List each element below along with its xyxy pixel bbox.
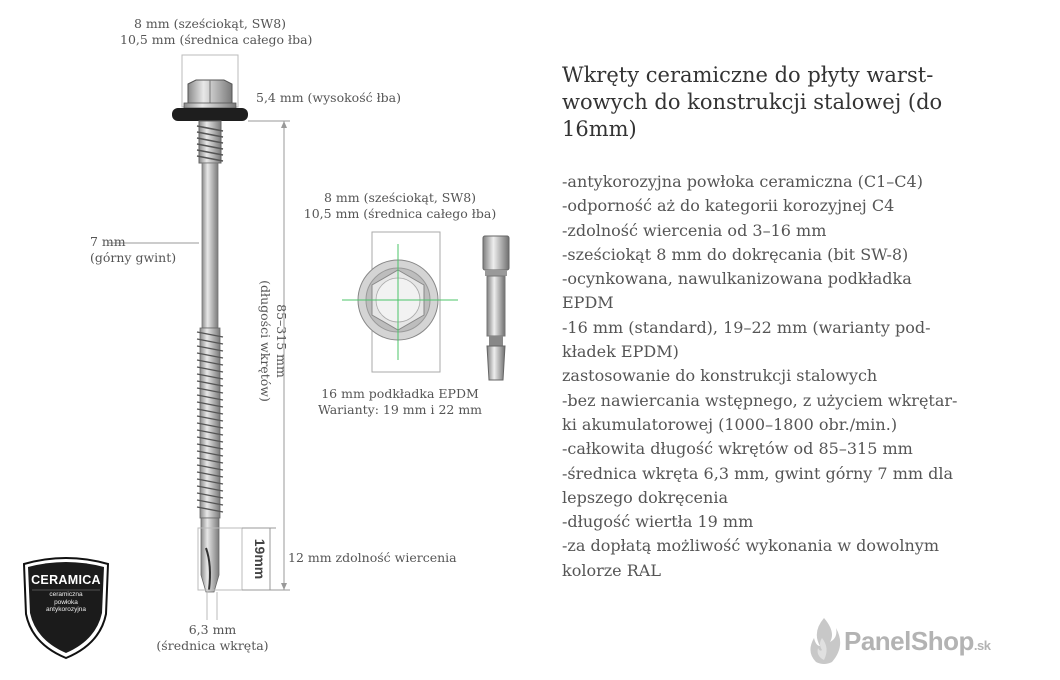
drill-length-label: 19mm — [252, 538, 268, 580]
badge-title: CERAMICA — [31, 573, 101, 587]
feature-line: -antykorozyjna powłoka ceramiczna (C1–C4) — [562, 172, 923, 191]
feature-line: -odporność aż do kategorii korozyjnej C4 — [562, 196, 895, 216]
badge-sub-2: powłoka — [54, 598, 78, 606]
head-hex-text: 8 mm (sześciokąt, SW8) — [133, 16, 287, 31]
hex-bit-image — [472, 232, 522, 392]
top-view-diameter-text: 10,5 mm (średnica całego łba) — [303, 206, 497, 221]
top-view-hex-text: 8 mm (sześciokąt, SW8) — [323, 190, 477, 205]
feature-list — [562, 170, 1042, 583]
length-range: 85–315 mm — [274, 304, 289, 378]
upper-thread-label — [90, 234, 176, 266]
badge-sub-3: antykorozyjna — [45, 606, 87, 613]
head-diameter-text: 10,5 mm (średnica całego łba) — [120, 32, 313, 47]
upper-thread-size: 7 mm — [90, 234, 126, 249]
length-label — [257, 266, 289, 416]
drill-capacity-label: 12 mm zdolność wiercenia — [288, 550, 457, 565]
feature-line: -długość wiertła 19 mm — [562, 512, 754, 532]
head-height-label: 5,4 mm (wysokość łba) — [256, 90, 401, 105]
flame-logo-icon — [806, 616, 842, 666]
top-view-head-label — [300, 190, 500, 222]
product-title — [562, 62, 1032, 143]
title-line-1: Wkręty ceramiczne do płyty warst- — [562, 63, 934, 87]
washer-size: 16 mm podkładka EPDM — [321, 386, 479, 401]
feature-line: kolorze RAL — [562, 560, 661, 580]
feature-line: -bez nawiercania wstępnego, z użyciem wkrętar- — [562, 390, 958, 410]
feature-line: -za dopłatą możliwość wykonania w dowolnym — [562, 536, 939, 556]
feature-line: -średnica wkręta 6,3 mm, gwint górny 7 mm dla — [562, 463, 954, 483]
feature-line: EPDM — [562, 293, 614, 313]
badge-subtitle — [26, 591, 106, 614]
washer-label — [300, 386, 500, 418]
logo-suffix: .sk — [973, 638, 991, 653]
feature-line: -ocynkowana, nawulkanizowana podkładka — [562, 269, 912, 289]
length-desc: (długości wkrętów) — [258, 280, 273, 402]
title-line-2: wowych do konstrukcji stalowej (do — [562, 90, 943, 114]
feature-line: -16 mm (standard), 19–22 mm (warianty pod- — [562, 317, 931, 337]
head-dimension-label — [120, 16, 313, 48]
diameter-desc: (średnica wkręta) — [156, 638, 269, 653]
badge-sub-1: ceramiczna — [49, 591, 83, 598]
upper-thread-desc: (górny gwint) — [90, 250, 177, 265]
title-line-3: 16mm) — [562, 117, 637, 141]
feature-line: -całkowita długość wkrętów od 85–315 mm — [562, 439, 913, 459]
logo-name: PanelShop — [844, 626, 974, 656]
feature-line: -zdolność wiercenia od 3–16 mm — [562, 220, 827, 240]
diameter-size: 6,3 mm — [188, 622, 237, 637]
feature-line: lepszego dokręcenia — [562, 487, 728, 507]
diameter-label — [140, 622, 285, 654]
feature-line: zastosowanie do konstrukcji stalowych — [562, 366, 878, 386]
panelshop-logo[interactable] — [844, 626, 990, 657]
washer-variants: Warianty: 19 mm i 22 mm — [317, 402, 483, 417]
feature-line: -sześciokąt 8 mm do dokręcania (bit SW-8) — [562, 244, 909, 264]
feature-line: ki akumulatorowej (1000–1800 obr./min.) — [562, 414, 898, 434]
feature-line: kładek EPDM) — [562, 342, 679, 362]
